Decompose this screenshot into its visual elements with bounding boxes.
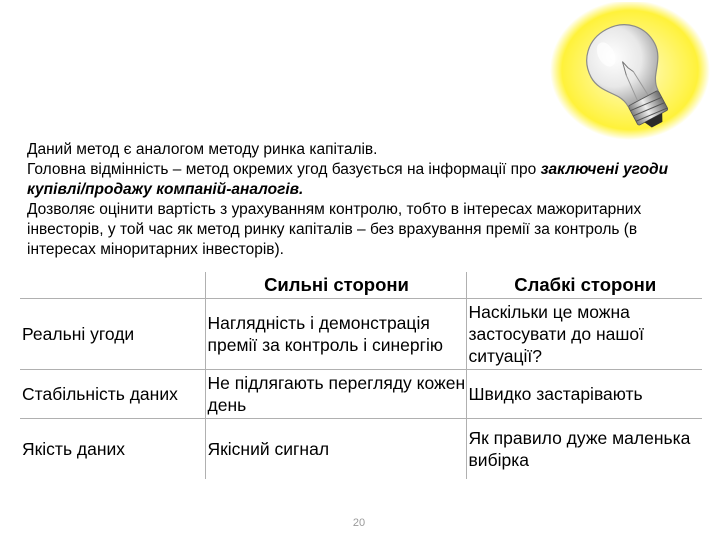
row-weakness: Наскільки це можна застосувати до нашої ситуації? [466,299,702,370]
light-bulb-icon [548,2,716,140]
row-strength: Якісний сигнал [205,419,466,480]
header-strengths: Сильні сторони [205,272,466,299]
page-number: 20 [352,517,366,529]
row-label: Якість даних [20,419,205,480]
intro-difference-emphasis: заключені угоди купівлі/продажу компаній-аналогів. [27,161,669,198]
header-empty-cell [20,272,205,299]
intro-difference-text: Головна відмінність – метод окремих угод базується на інформації про [27,161,537,178]
header-weaknesses: Слабкі сторони [466,272,702,299]
row-strength: Не підлягають перегляду кожен день [205,370,466,419]
table-row [20,370,702,419]
row-strength: Наглядність і демонстрація премії за контроль і синергію [205,299,466,370]
intro-text [27,140,707,260]
intro-line-difference [27,160,707,200]
row-label: Стабільність даних [20,370,205,419]
row-weakness: Як правило дуже маленька вибірка [466,419,702,480]
table-header-row [20,272,702,299]
row-label: Реальні угоди [20,299,205,370]
strengths-weaknesses-table [20,272,702,479]
row-weakness: Швидко застарівають [466,370,702,419]
intro-line-control: Дозволяє оцінити вартість з урахуванням контролю, тобто в інтересах мажоритарних інвесторів, у той час як метод ринку капіталів – без врахування премії за контроль (в інтересах міноритарних інвесторів). [27,201,642,258]
table-row [20,299,702,370]
light-bulb-illustration [548,2,716,140]
table-row [20,419,702,480]
intro-line-method: Даний метод є аналогом методу ринка капіталів. [27,141,378,158]
